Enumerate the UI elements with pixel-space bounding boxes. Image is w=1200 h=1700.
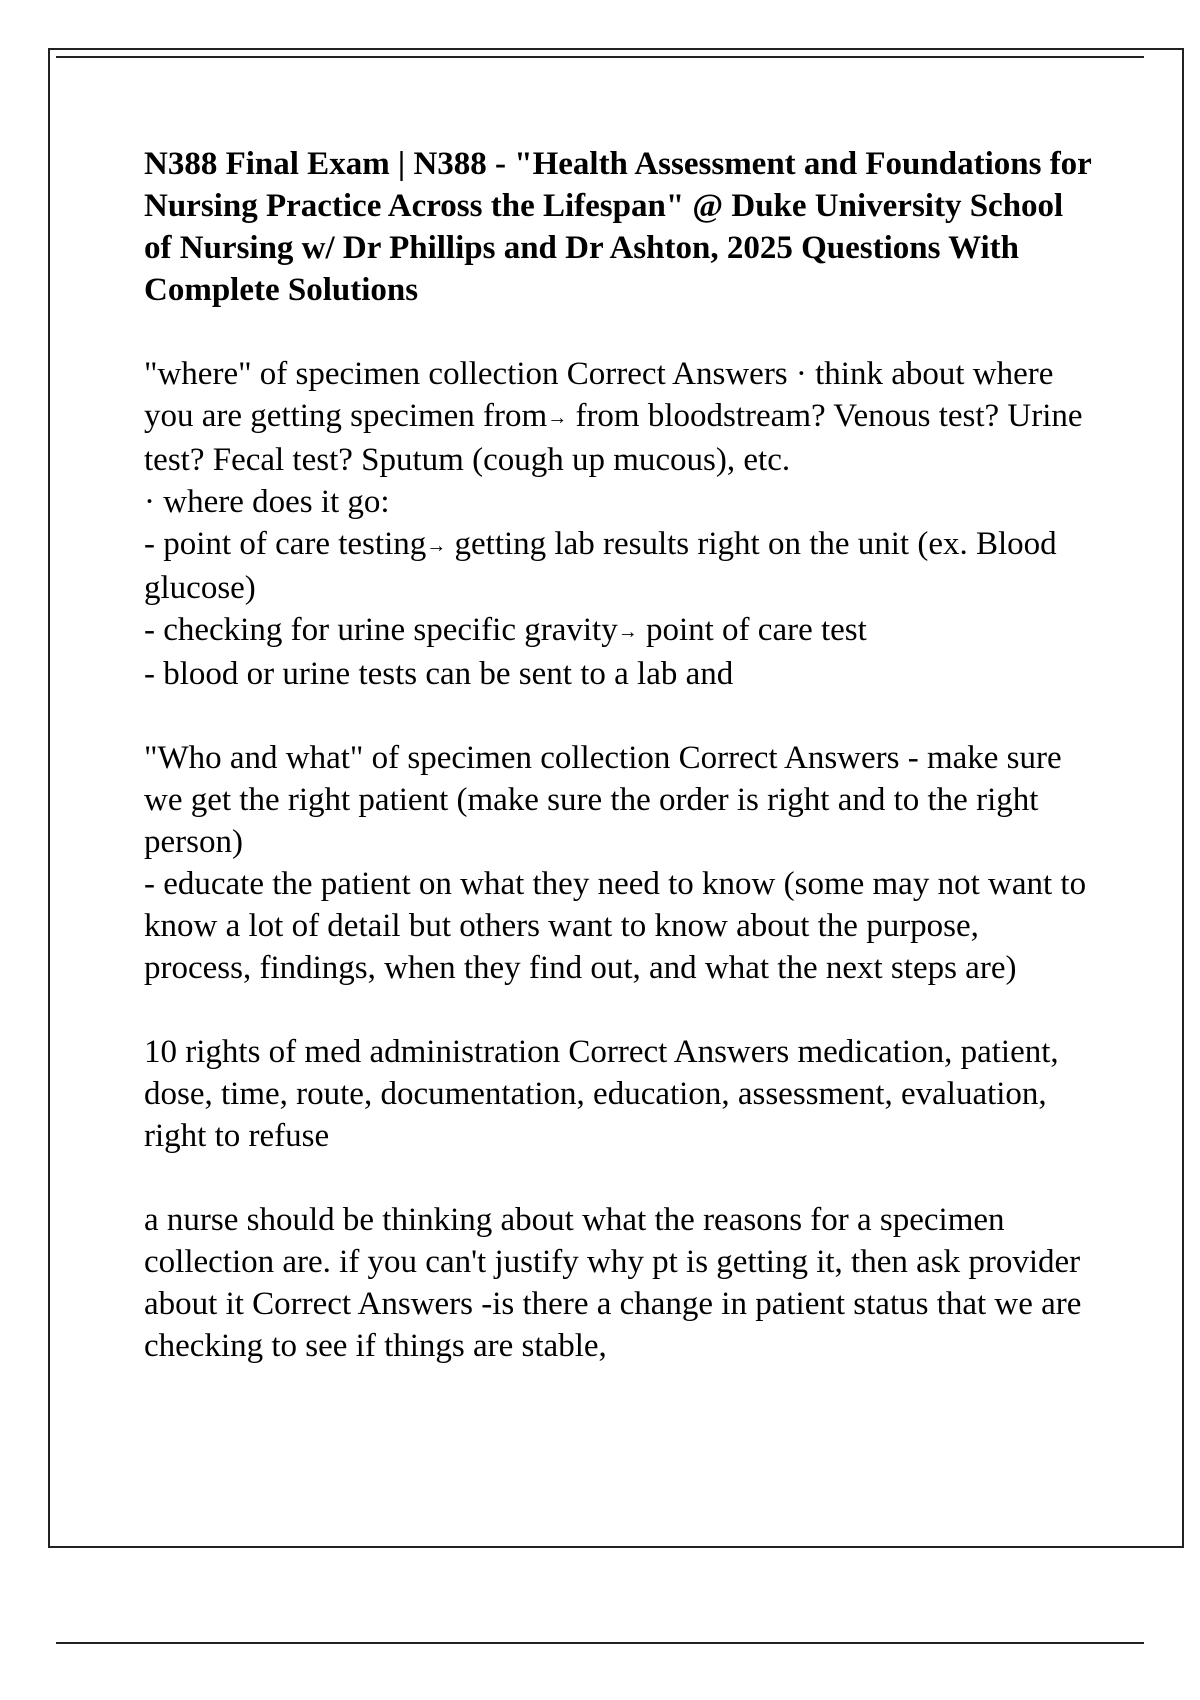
arrow-icon: → xyxy=(617,621,638,643)
arrow-icon: → xyxy=(547,407,568,429)
qa-text: - checking for urine specific gravity xyxy=(144,612,618,648)
qa-entry-who-and-what xyxy=(144,737,1094,989)
document-title: N388 Final Exam | N388 - "Health Assessment and Foundations for Nursing Practice Across the Lifespan" @ Duke University School of Nursing w/ Dr Phillips and Dr Ashton, 2025 Questions With Complete Solutions xyxy=(144,146,1092,308)
top-rule xyxy=(56,56,1144,58)
qa-entry-reasons xyxy=(144,1199,1094,1367)
arrow-icon: → xyxy=(426,535,447,557)
qa-line xyxy=(144,609,1094,653)
qa-line: 10 rights of med administration Correct Answers medication, patient, dose, time, route, documentation, education, assessment, evaluation, right to refuse xyxy=(144,1034,1059,1154)
qa-line xyxy=(144,353,1094,481)
qa-entry-where xyxy=(144,353,1094,695)
qa-line: - educate the patient on what they need to know (some may not want to know a lot of detail but others want to know about the purpose, process, findings, when they find out, and what the next steps are) xyxy=(144,866,1087,986)
qa-text: from bloodstream? Venous test? Urine test? Fecal test? Sputum (cough up mucous), etc. xyxy=(144,398,1083,478)
qa-text: "where" of specimen collection Correct Answers · think about where you are getting specimen from xyxy=(144,356,1054,434)
qa-text: getting lab results right on the unit (ex. Blood glucose) xyxy=(144,526,1057,606)
document-body xyxy=(144,143,1094,1409)
qa-line xyxy=(144,523,1094,609)
qa-line: · where does it go: xyxy=(144,484,390,520)
qa-line: "Who and what" of specimen collection Correct Answers - make sure we get the right patient (make sure the order is right and to the right person) xyxy=(144,740,1062,860)
qa-text: point of care test xyxy=(637,612,867,648)
bottom-rule xyxy=(56,1642,1144,1644)
qa-entry-10-rights xyxy=(144,1031,1094,1157)
qa-line: - blood or urine tests can be sent to a lab and xyxy=(144,656,734,692)
qa-text: - point of care testing xyxy=(144,526,427,562)
qa-line: a nurse should be thinking about what the reasons for a specimen collection are. if you can't justify why pt is getting it, then ask provider about it Correct Answers -is there a change in patient status that we are checking to see if things are stable, xyxy=(144,1202,1082,1364)
